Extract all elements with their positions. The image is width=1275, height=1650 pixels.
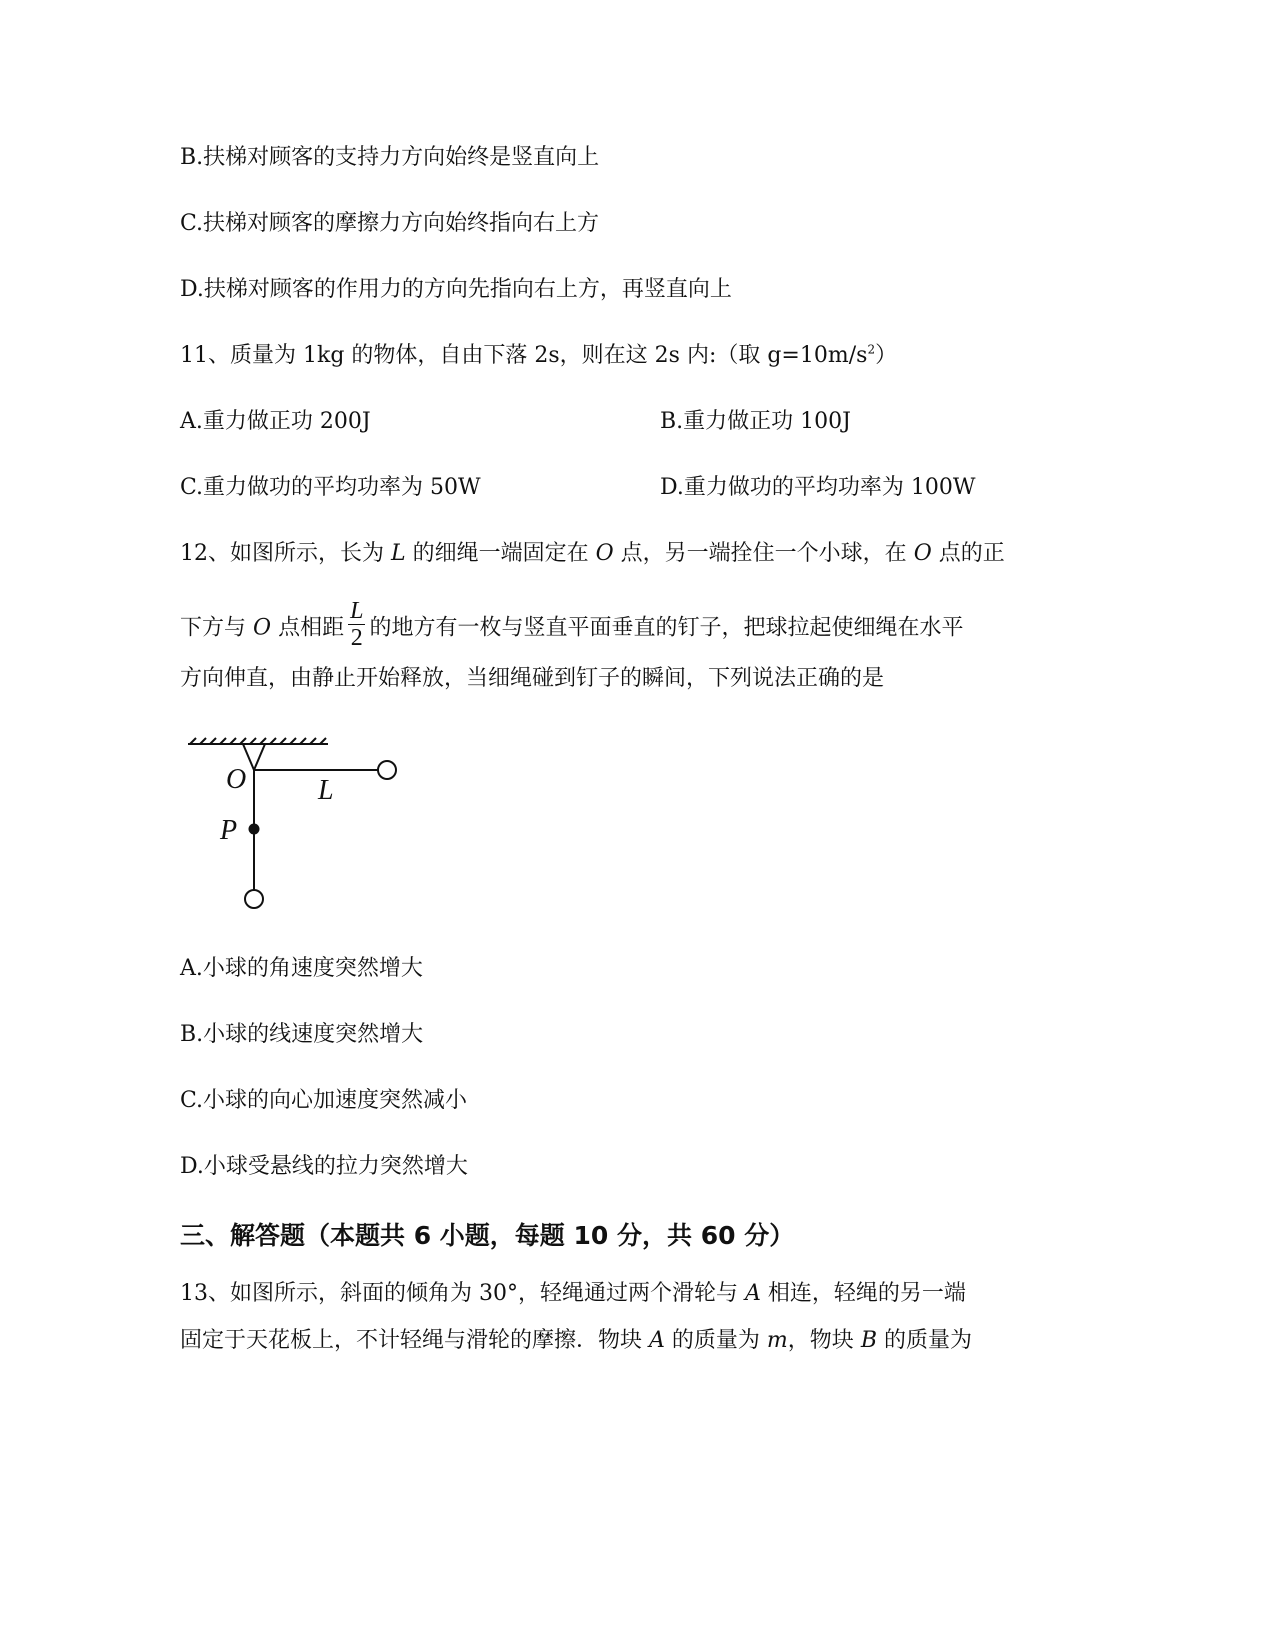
q12-option-c: C.小球的向心加速度突然减小 [180, 1088, 468, 1113]
q11-stem-superscript: 2 [867, 342, 876, 357]
fraction-denominator: 2 [350, 625, 363, 651]
q13-var-a: A [649, 1328, 665, 1353]
q12-var-o: O [913, 541, 932, 566]
q13-text: 的质量为 [671, 1328, 760, 1353]
q12-text: 点相距 [278, 615, 345, 641]
q11-option-a: A.重力做正功 200J [180, 409, 371, 434]
q12-option-a: A.小球的角速度突然增大 [180, 956, 423, 981]
q11-option-c: C.重力做功的平均功率为 50W [180, 475, 481, 500]
q12-var-o: O [253, 615, 272, 641]
q12-var-o: O [595, 541, 614, 566]
q13-text: 的质量为 [883, 1328, 972, 1353]
q11-option-d: D.重力做功的平均功率为 100W [660, 475, 976, 500]
q10-option-b: B.扶梯对顾客的支持力方向始终是竖直向上 [180, 145, 600, 170]
q13-stem-line1 [180, 1279, 966, 1309]
label-l: L [318, 775, 334, 806]
fraction-l-over-2 [348, 598, 365, 651]
q11-stem-text: 11、质量为 1kg 的物体，自由下落 2s，则在这 2s 内:（取 g=10m/s [180, 343, 868, 368]
nail-point-p [249, 824, 260, 835]
q12-text: 点，另一端拴住一个小球，在 [620, 541, 907, 566]
q12-option-d: D.小球受悬线的拉力突然增大 [180, 1154, 468, 1179]
ceiling-hatching [188, 738, 328, 744]
q13-text: 相连，轻绳的另一端 [767, 1281, 966, 1306]
pivot-bracket [243, 744, 265, 770]
q12-stem-line3: 方向伸直，由静止开始释放，当细绳碰到钉子的瞬间，下列说法正确的是 [180, 666, 885, 691]
fraction-numerator: L [350, 598, 364, 624]
q12-text: 的细绳一端固定在 [412, 541, 589, 566]
q12-option-b: B.小球的线速度突然增大 [180, 1022, 424, 1047]
q12-text: 12、如图所示，长为 [180, 541, 384, 566]
q12-text: 下方与 [180, 615, 247, 641]
q13-text: 13、如图所示，斜面的倾角为 30°，轻绳通过两个滑轮与 [180, 1281, 738, 1306]
q10-option-c: C.扶梯对顾客的摩擦力方向始终指向右上方 [180, 211, 600, 236]
label-p: P [220, 815, 238, 846]
label-o: O [226, 764, 247, 795]
q11-stem [180, 341, 897, 371]
q12-text: 的地方有一枚与竖直平面垂直的钉子，把球拉起使细绳在水平 [369, 615, 964, 641]
q13-var-m: m [766, 1328, 788, 1353]
ball-horizontal [378, 761, 396, 779]
q12-stem-line2 [180, 598, 964, 655]
q13-text: ，物块 [787, 1328, 854, 1353]
q13-text: 固定于天花板上，不计轻绳与滑轮的摩擦．物块 [180, 1328, 643, 1353]
section-heading: 三、解答题（本题共 6 小题，每题 10 分，共 60 分） [180, 1221, 795, 1250]
q11-stem-end: ） [875, 343, 898, 368]
q12-var-l: L [391, 541, 406, 566]
ball-vertical [245, 890, 263, 908]
pendulum-figure [180, 730, 420, 920]
q12-stem-line1 [180, 539, 1005, 569]
q13-var-a: A [744, 1281, 761, 1306]
q12-text: 点的正 [938, 541, 1005, 566]
q11-option-b: B.重力做正功 100J [660, 409, 851, 434]
q13-var-b: B [860, 1328, 877, 1353]
q10-option-d: D.扶梯对顾客的作用力的方向先指向右上方，再竖直向上 [180, 277, 732, 302]
q13-stem-line2 [180, 1326, 972, 1356]
